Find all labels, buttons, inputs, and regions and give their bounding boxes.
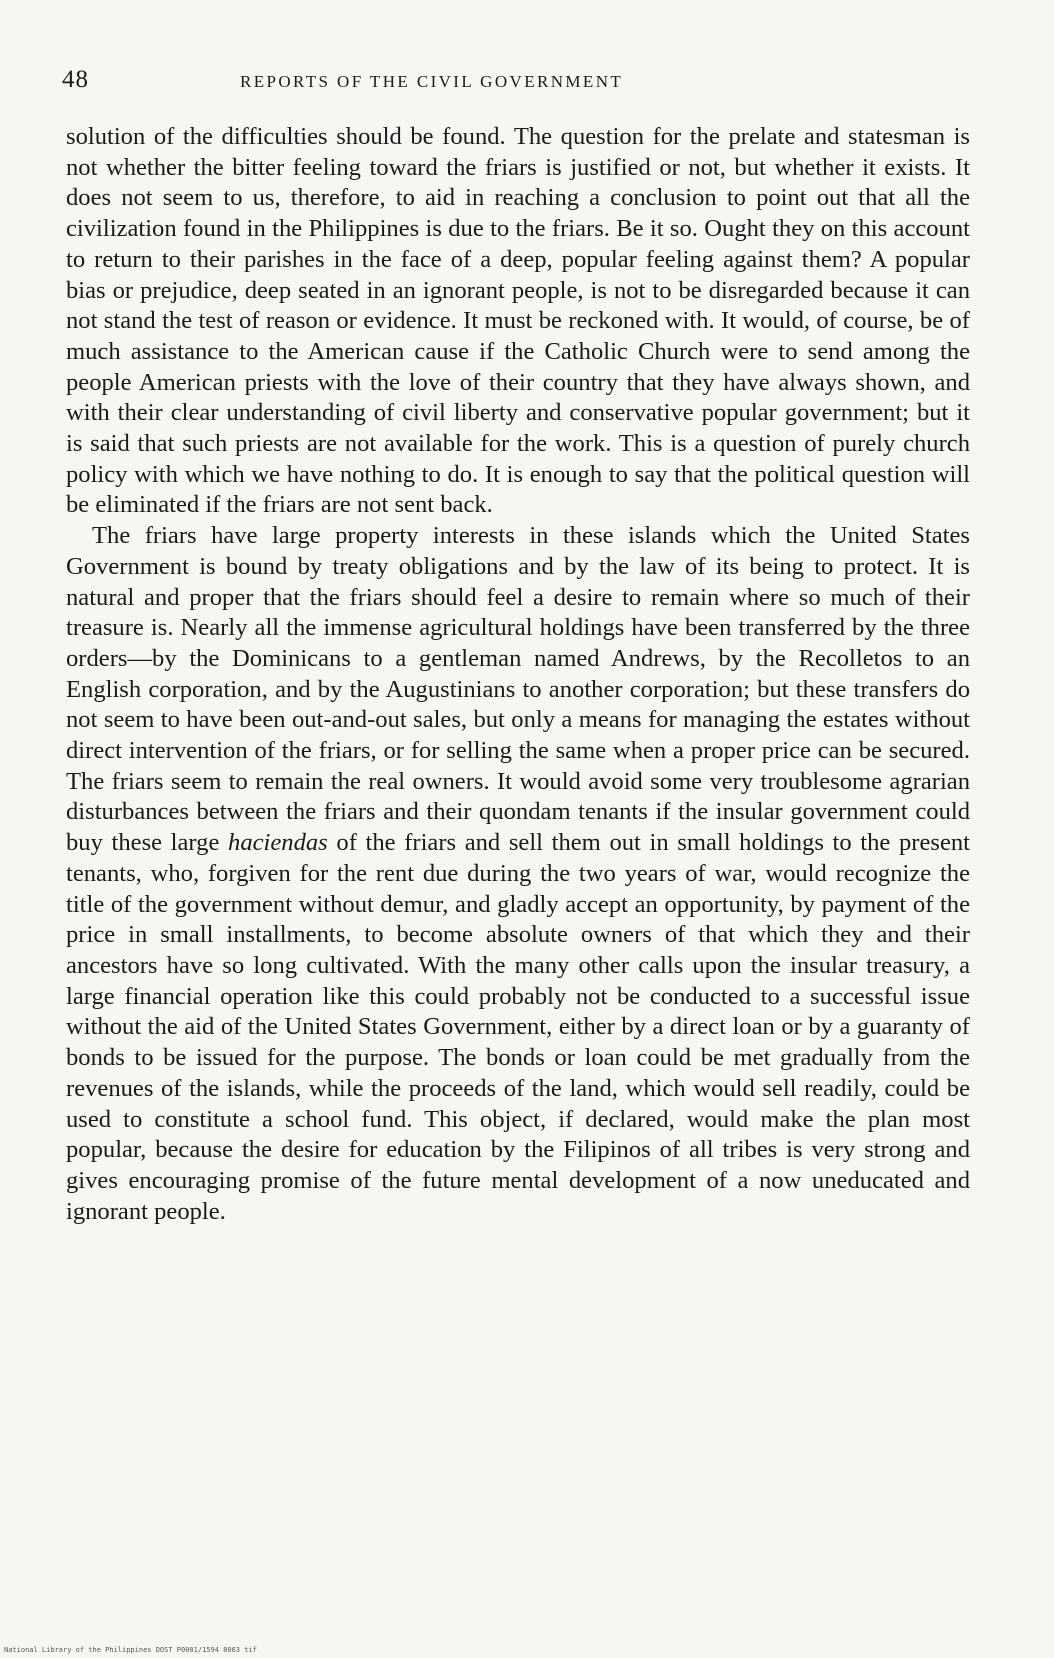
paragraph-1: solution of the difficulties should be found. The question for the prelate and statesman is not whether the bitter feeling toward the friars is justified or not, but whether it exists. It does not seem to us, therefore, to aid in reaching a conclusion to point out that all the civilization found in the Philippines is due to the friars. Be it so. Ought they on this account to return to their parishes in the face of a deep, popular feeling against them? A popular bias or prejudice, deep seated in an ignorant people, is not to be disregarded because it can not stand the test of reason or evidence. It must be reckoned with. It would, of course, be of much assistance to the American cause if the Catholic Church were to send among the people American priests with the love of their country that they have always shown, and with their clear understanding of civil liberty and conservative popular government; but it is said that such priests are not available for the work. This is a question of purely church policy with which we have nothing to do. It is enough to say that the political question will be eliminated if the friars are not sent back. <box>66 123 970 519</box>
paragraph-2-part-1: The friars have large property interests in these islands which the United States Government is bound by treaty obligations and by the law of its being to protect. It is natural and proper that the friars should feel a desire to remain where so much of their treasure is. Nearly all the immense agricultural holdings have been transferred by the three orders—by the Dominicans to a gentleman named Andrews, by the Recolletos to an English corporation, and by the Augustinians to another corporation; but these transfers do not seem to have been out-and-out sales, but only a means for managing the estates without direct intervention of the friars, or for selling the same when a proper price can be secured. The friars seem to remain the real owners. It would avoid some very troublesome agrarian disturbances between the friars and their quondam tenants if the insular government could buy these large <box>66 522 970 857</box>
paragraph-2 <box>66 521 970 1227</box>
page-number: 48 <box>62 66 89 93</box>
page-header <box>62 66 802 96</box>
paragraph-2-part-2: of the friars and sell them out in small holdings to the present tenants, who, forgiven for the rent due during the two years of war, would recognize the title of the government without demur, and gladly accept an opportunity, by payment of the price in small installments, to become absolute owners of that which they and their ancestors have so long cultivated. With the many other calls upon the insular treasury, a large financial operation like this could probably not be conducted to a successful issue without the aid of the United States Government, either by a direct loan or by a guaranty of bonds to be issued for the purpose. The bonds or loan could be met gradually from the revenues of the islands, while the proceeds of the land, which would sell readily, could be used to constitute a school fund. This object, if declared, would make the plan most popular, because the desire for education by the Filipinos of all tribes is very strong and gives encouraging promise of the future mental development of a now uneducated and ignorant people. <box>66 829 970 1225</box>
body-text <box>66 122 970 1227</box>
scan-footer: National Library of the Philippines DOST P0001/1594 8063 tif <box>4 1646 257 1654</box>
paragraph-2-italic-term: haciendas <box>228 829 328 857</box>
running-head: REPORTS OF THE CIVIL GOVERNMENT <box>240 72 624 91</box>
